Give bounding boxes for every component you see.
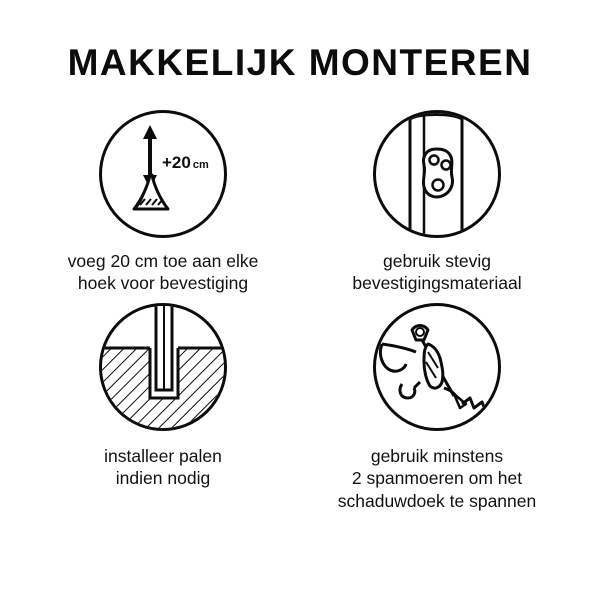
- step-tensioners-illustration: [373, 303, 501, 431]
- step-add-20cm: [30, 110, 296, 295]
- caption-line-2: bevestigingsmateriaal: [352, 273, 522, 294]
- wall-mount-plate-icon: [376, 113, 498, 235]
- caption-line-1: installeer palen: [104, 445, 222, 466]
- step-install-poles: [30, 303, 296, 512]
- step-tensioners-caption: [338, 445, 536, 512]
- measure-badge-unit: cm: [192, 159, 209, 171]
- step-sturdy-hardware: [304, 110, 570, 295]
- measure-badge: [162, 153, 209, 173]
- measure-badge-value: +20: [162, 153, 191, 172]
- caption-line-1: voeg 20 cm toe aan elke: [67, 251, 259, 271]
- caption-line-2: hoek voor bevestiging: [77, 273, 249, 294]
- caption-line-2: indien nodig: [115, 468, 211, 489]
- pole-in-ground-icon: [102, 306, 224, 428]
- step-add-20cm-caption: [68, 250, 259, 295]
- step-sturdy-hardware-illustration: [373, 110, 501, 238]
- caption-line-1: gebruik minstens: [370, 445, 504, 466]
- steps-grid: [30, 110, 570, 512]
- arrow-up-measure-icon: [102, 113, 224, 235]
- caption-line-2: 2 spanmoeren om het: [351, 468, 523, 489]
- caption-line-1: gebruik stevig: [383, 251, 491, 271]
- step-add-20cm-illustration: [99, 110, 227, 238]
- step-install-poles-caption: [104, 445, 222, 490]
- step-tensioners: [304, 303, 570, 512]
- page-title: MAKKELIJK MONTEREN: [67, 42, 533, 83]
- caption-line-3: schaduwdoek te spannen: [337, 490, 537, 511]
- turnbuckle-icon: [376, 306, 498, 428]
- step-sturdy-hardware-caption: [352, 250, 521, 295]
- step-install-poles-illustration: [99, 303, 227, 431]
